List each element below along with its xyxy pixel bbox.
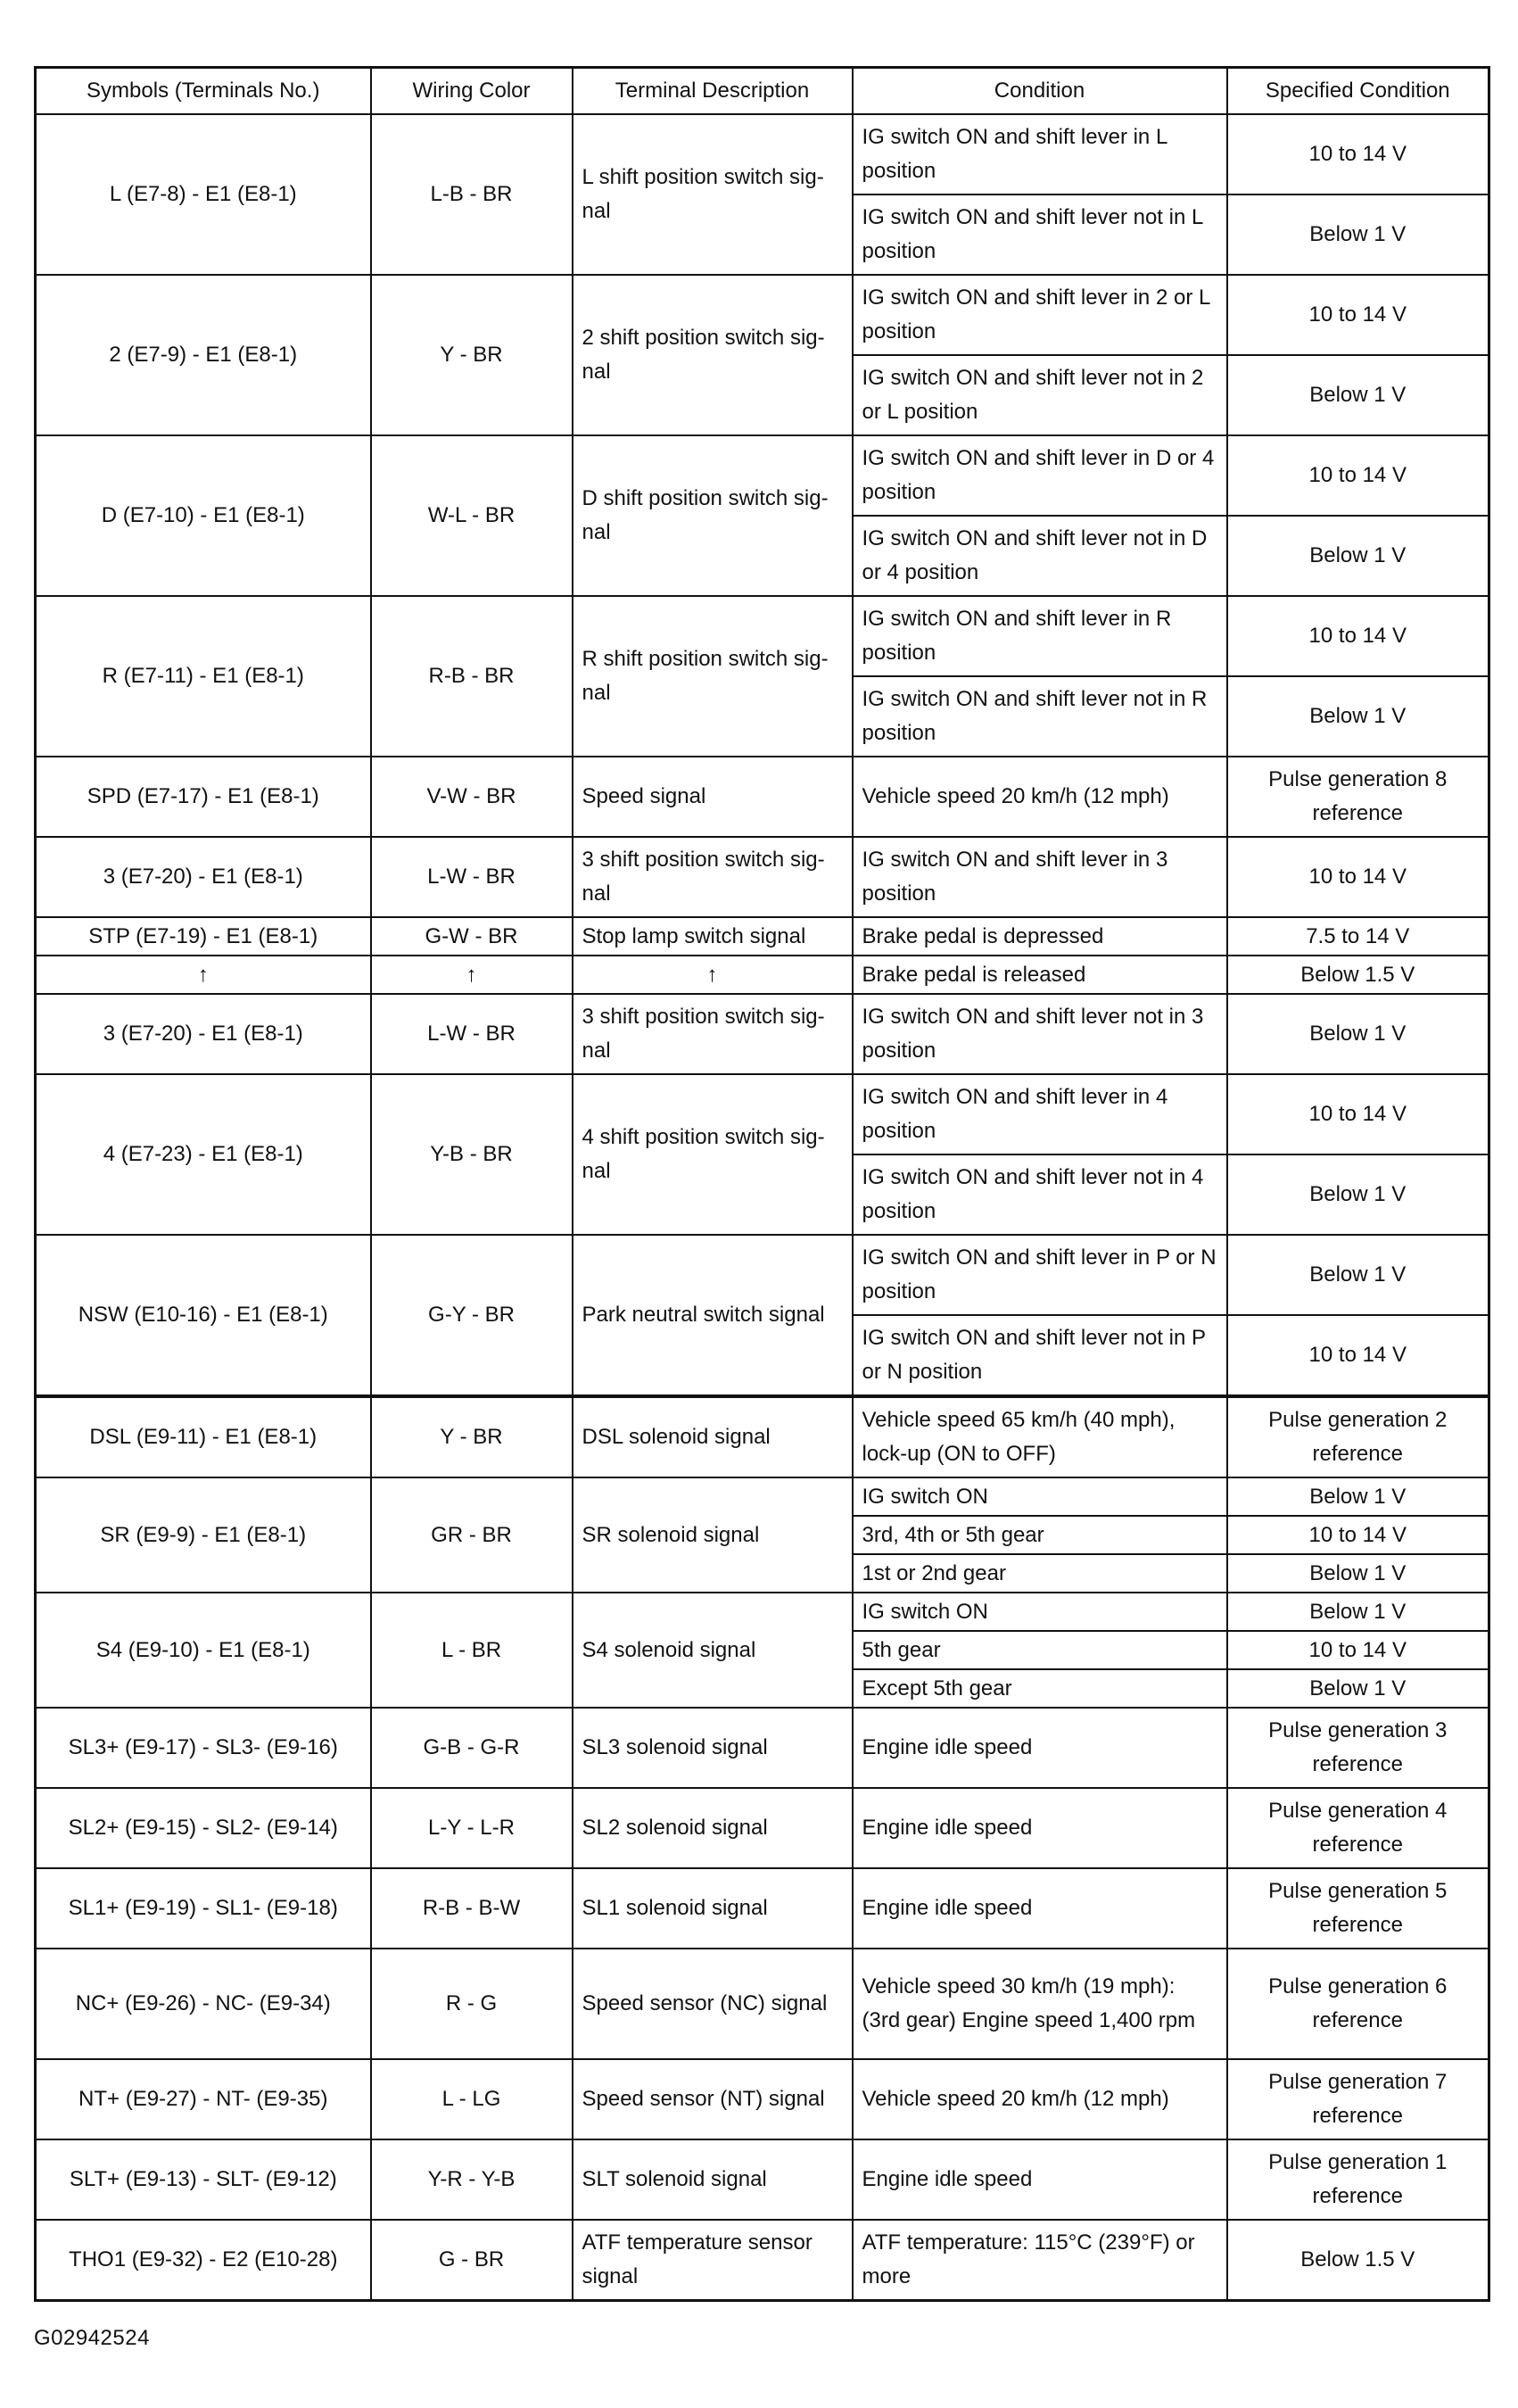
spec-cell: 10 to 14 V — [1227, 435, 1489, 516]
table-row — [36, 596, 1489, 676]
condition-cell: IG switch ON and shift lever not in 3 position — [853, 994, 1227, 1074]
wiring-color-cell: G-B - G-R — [371, 1708, 573, 1788]
wiring-color-cell: L-B - BR — [371, 114, 573, 275]
symbol-cell: SLT+ (E9-13) - SLT- (E9-12) — [36, 2139, 371, 2220]
spec-cell: Pulse generation 7 reference — [1227, 2059, 1489, 2139]
symbol-cell: L (E7-8) - E1 (E8-1) — [36, 114, 371, 275]
table-row — [36, 114, 1489, 194]
spec-cell: Pulse generation 6 reference — [1227, 1949, 1489, 2059]
description-cell: Stop lamp switch signal — [573, 917, 853, 956]
symbol-cell: R (E7-11) - E1 (E8-1) — [36, 596, 371, 757]
spec-cell: Below 1 V — [1227, 1154, 1489, 1235]
spec-cell: Pulse generation 1 reference — [1227, 2139, 1489, 2220]
symbol-cell: 2 (E7-9) - E1 (E8-1) — [36, 275, 371, 435]
spec-cell: Below 1 V — [1227, 194, 1489, 275]
spec-cell: Pulse generation 4 reference — [1227, 1788, 1489, 1868]
symbol-cell: NT+ (E9-27) - NT- (E9-35) — [36, 2059, 371, 2139]
description-cell: Speed sensor (NC) signal — [573, 1949, 853, 2059]
description-cell: S4 solenoid signal — [573, 1593, 853, 1708]
table-row — [36, 435, 1489, 516]
wiring-color-cell: V-W - BR — [371, 757, 573, 837]
description-cell: SLT solenoid signal — [573, 2139, 853, 2220]
table-row — [36, 994, 1489, 1074]
table-row — [36, 1593, 1489, 1631]
condition-cell: IG switch ON and shift lever in R position — [853, 596, 1227, 676]
spec-cell: Below 1.5 V — [1227, 956, 1489, 994]
condition-cell: IG switch ON and shift lever not in P or N position — [853, 1315, 1227, 1396]
symbol-cell: SR (E9-9) - E1 (E8-1) — [36, 1477, 371, 1593]
spec-cell: 10 to 14 V — [1227, 275, 1489, 355]
description-cell: Speed signal — [573, 757, 853, 837]
table-row — [36, 1477, 1489, 1516]
table-row — [36, 2139, 1489, 2220]
table-row — [36, 1396, 1489, 1477]
spec-cell: 10 to 14 V — [1227, 1631, 1489, 1669]
table-row — [36, 757, 1489, 837]
condition-cell: 1st or 2nd gear — [853, 1554, 1227, 1593]
symbol-cell: D (E7-10) - E1 (E8-1) — [36, 435, 371, 596]
table-row — [36, 2059, 1489, 2139]
spec-cell: 7.5 to 14 V — [1227, 917, 1489, 956]
symbol-cell: 3 (E7-20) - E1 (E8-1) — [36, 837, 371, 917]
header-condition: Condition — [853, 68, 1227, 115]
up-arrow-icon: ↑ — [371, 956, 573, 994]
description-cell: D shift position switch sig-nal — [573, 435, 853, 596]
spec-cell: 10 to 14 V — [1227, 596, 1489, 676]
condition-cell: IG switch ON and shift lever in 4 position — [853, 1074, 1227, 1154]
wiring-color-cell: R - G — [371, 1949, 573, 2059]
symbol-cell: THO1 (E9-32) - E2 (E10-28) — [36, 2220, 371, 2301]
spec-cell: Below 1 V — [1227, 1477, 1489, 1516]
condition-cell: IG switch ON and shift lever in D or 4 position — [853, 435, 1227, 516]
description-cell: 2 shift position switch sig-nal — [573, 275, 853, 435]
table-row — [36, 917, 1489, 956]
up-arrow-icon: ↑ — [573, 956, 853, 994]
symbol-cell: SPD (E7-17) - E1 (E8-1) — [36, 757, 371, 837]
table-row — [36, 1235, 1489, 1315]
condition-cell: Vehicle speed 20 km/h (12 mph) — [853, 757, 1227, 837]
terminal-inspection-sheet — [34, 66, 1488, 2302]
wiring-color-cell: Y-R - Y-B — [371, 2139, 573, 2220]
spec-cell: Pulse generation 3 reference — [1227, 1708, 1489, 1788]
table-header-row — [36, 68, 1489, 115]
symbol-cell: DSL (E9-11) - E1 (E8-1) — [36, 1396, 371, 1477]
wiring-color-cell: G - BR — [371, 2220, 573, 2301]
header-specified-condition: Specified Condition — [1227, 68, 1489, 115]
condition-cell: Engine idle speed — [853, 1708, 1227, 1788]
spec-cell: Below 1 V — [1227, 1669, 1489, 1708]
wiring-color-cell: R-B - B-W — [371, 1868, 573, 1949]
wiring-color-cell: Y-B - BR — [371, 1074, 573, 1235]
symbol-cell: NC+ (E9-26) - NC- (E9-34) — [36, 1949, 371, 2059]
header-wiring-color: Wiring Color — [371, 68, 573, 115]
wiring-color-cell: L - BR — [371, 1593, 573, 1708]
condition-cell: Vehicle speed 30 km/h (19 mph): (3rd gear) Engine speed 1,400 rpm — [853, 1949, 1227, 2059]
wiring-color-cell: G-Y - BR — [371, 1235, 573, 1396]
condition-cell: Engine idle speed — [853, 1788, 1227, 1868]
figure-id: G02942524 — [34, 2326, 150, 2350]
spec-cell: Pulse generation 5 reference — [1227, 1868, 1489, 1949]
table-row — [36, 1708, 1489, 1788]
wiring-color-cell: L - LG — [371, 2059, 573, 2139]
condition-cell: IG switch ON and shift lever in 3 position — [853, 837, 1227, 917]
condition-cell: IG switch ON and shift lever not in 4 position — [853, 1154, 1227, 1235]
wiring-color-cell: L-W - BR — [371, 837, 573, 917]
wiring-color-cell: Y - BR — [371, 1396, 573, 1477]
spec-cell: Below 1 V — [1227, 1554, 1489, 1593]
wiring-color-cell: GR - BR — [371, 1477, 573, 1593]
symbol-cell: S4 (E9-10) - E1 (E8-1) — [36, 1593, 371, 1708]
condition-cell: IG switch ON and shift lever in P or N position — [853, 1235, 1227, 1315]
table-row — [36, 956, 1489, 994]
table-row — [36, 1868, 1489, 1949]
condition-cell: Brake pedal is depressed — [853, 917, 1227, 956]
table-row — [36, 1074, 1489, 1154]
spec-cell: Below 1 V — [1227, 676, 1489, 757]
description-cell: 3 shift position switch sig-nal — [573, 837, 853, 917]
spec-cell: 10 to 14 V — [1227, 1516, 1489, 1554]
description-cell: SL1 solenoid signal — [573, 1868, 853, 1949]
condition-cell: Engine idle speed — [853, 2139, 1227, 2220]
condition-cell: 5th gear — [853, 1631, 1227, 1669]
symbol-cell: 3 (E7-20) - E1 (E8-1) — [36, 994, 371, 1074]
description-cell: SR solenoid signal — [573, 1477, 853, 1593]
table-row — [36, 275, 1489, 355]
description-cell: R shift position switch sig-nal — [573, 596, 853, 757]
condition-cell: IG switch ON and shift lever not in 2 or L position — [853, 355, 1227, 435]
condition-cell: Vehicle speed 65 km/h (40 mph), lock-up (ON to OFF) — [853, 1396, 1227, 1477]
spec-cell: 10 to 14 V — [1227, 1074, 1489, 1154]
symbol-cell: SL2+ (E9-15) - SL2- (E9-14) — [36, 1788, 371, 1868]
spec-cell: Below 1 V — [1227, 1593, 1489, 1631]
spec-cell: Pulse generation 2 reference — [1227, 1396, 1489, 1477]
spec-cell: Pulse generation 8 reference — [1227, 757, 1489, 837]
wiring-color-cell: Y - BR — [371, 275, 573, 435]
condition-cell: IG switch ON and shift lever in L position — [853, 114, 1227, 194]
spec-cell: Below 1 V — [1227, 355, 1489, 435]
spec-cell: 10 to 14 V — [1227, 1315, 1489, 1396]
condition-cell: 3rd, 4th or 5th gear — [853, 1516, 1227, 1554]
description-cell: DSL solenoid signal — [573, 1396, 853, 1477]
spec-cell: 10 to 14 V — [1227, 114, 1489, 194]
description-cell: 4 shift position switch sig-nal — [573, 1074, 853, 1235]
symbol-cell: 4 (E7-23) - E1 (E8-1) — [36, 1074, 371, 1235]
condition-cell: Brake pedal is released — [853, 956, 1227, 994]
table-row — [36, 837, 1489, 917]
description-cell: SL3 solenoid signal — [573, 1708, 853, 1788]
spec-cell: Below 1 V — [1227, 994, 1489, 1074]
symbol-cell: STP (E7-19) - E1 (E8-1) — [36, 917, 371, 956]
condition-cell: IG switch ON and shift lever not in L position — [853, 194, 1227, 275]
condition-cell: IG switch ON and shift lever not in D or 4 position — [853, 516, 1227, 596]
description-cell: SL2 solenoid signal — [573, 1788, 853, 1868]
table-row — [36, 1788, 1489, 1868]
ecm-terminal-table — [34, 66, 1490, 2302]
header-symbols: Symbols (Terminals No.) — [36, 68, 371, 115]
description-cell: 3 shift position switch sig-nal — [573, 994, 853, 1074]
description-cell: Speed sensor (NT) signal — [573, 2059, 853, 2139]
spec-cell: Below 1 V — [1227, 516, 1489, 596]
condition-cell: IG switch ON — [853, 1477, 1227, 1516]
wiring-color-cell: W-L - BR — [371, 435, 573, 596]
description-cell: Park neutral switch signal — [573, 1235, 853, 1396]
wiring-color-cell: R-B - BR — [371, 596, 573, 757]
condition-cell: IG switch ON and shift lever in 2 or L position — [853, 275, 1227, 355]
symbol-cell: SL1+ (E9-19) - SL1- (E9-18) — [36, 1868, 371, 1949]
table-row — [36, 2220, 1489, 2301]
condition-cell: Engine idle speed — [853, 1868, 1227, 1949]
wiring-color-cell: G-W - BR — [371, 917, 573, 956]
spec-cell: Below 1 V — [1227, 1235, 1489, 1315]
header-terminal-description: Terminal Description — [573, 68, 853, 115]
condition-cell: IG switch ON — [853, 1593, 1227, 1631]
spec-cell: Below 1.5 V — [1227, 2220, 1489, 2301]
condition-cell: Except 5th gear — [853, 1669, 1227, 1708]
description-cell: L shift position switch sig-nal — [573, 114, 853, 275]
condition-cell: ATF temperature: 115°C (239°F) or more — [853, 2220, 1227, 2301]
symbol-cell: SL3+ (E9-17) - SL3- (E9-16) — [36, 1708, 371, 1788]
condition-cell: IG switch ON and shift lever not in R position — [853, 676, 1227, 757]
symbol-cell: NSW (E10-16) - E1 (E8-1) — [36, 1235, 371, 1396]
spec-cell: 10 to 14 V — [1227, 837, 1489, 917]
table-row — [36, 1949, 1489, 2059]
wiring-color-cell: L-Y - L-R — [371, 1788, 573, 1868]
condition-cell: Vehicle speed 20 km/h (12 mph) — [853, 2059, 1227, 2139]
wiring-color-cell: L-W - BR — [371, 994, 573, 1074]
description-cell: ATF temperature sensor signal — [573, 2220, 853, 2301]
up-arrow-icon: ↑ — [36, 956, 371, 994]
